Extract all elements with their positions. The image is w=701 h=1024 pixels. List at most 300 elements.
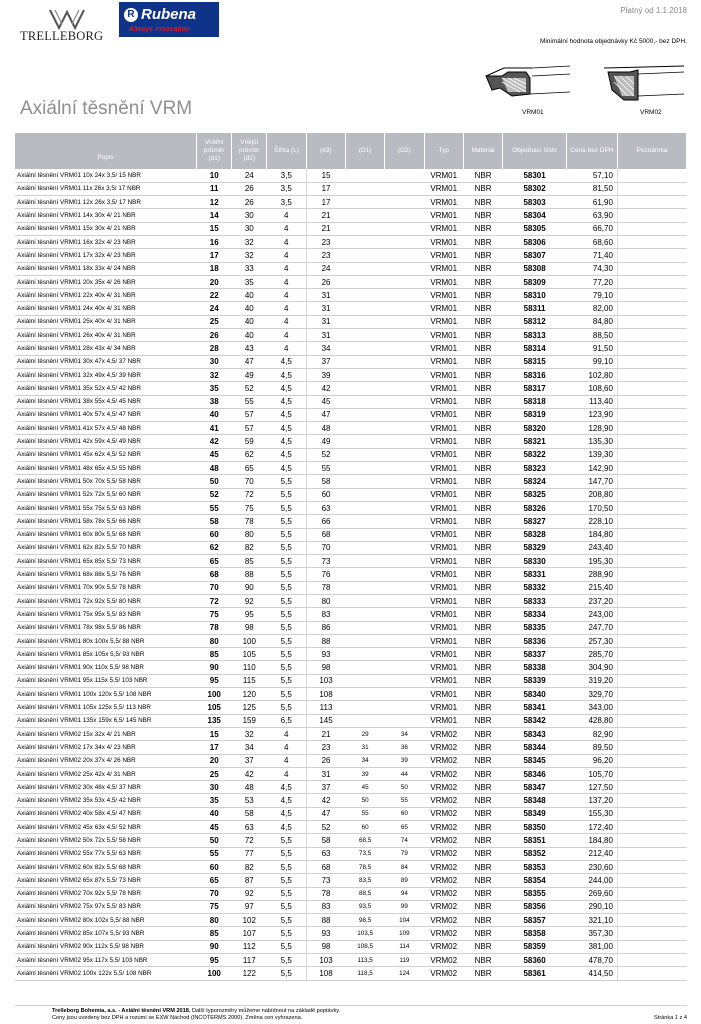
d1-cell: 60 (197, 860, 232, 873)
big-d1-cell: 31 (345, 741, 384, 754)
note-cell (617, 954, 686, 967)
big-d2-cell: 99 (385, 900, 424, 913)
d1-cell: 20 (197, 754, 232, 767)
d2-cell: 63 (232, 821, 267, 834)
big-d1-cell: 108,5 (345, 940, 384, 953)
order-no-cell: 58346 (503, 767, 567, 780)
col-header-material: Materiál (463, 133, 502, 169)
material-cell: NBR (463, 382, 502, 395)
d2-cell: 82 (232, 860, 267, 873)
d1-cell: 75 (197, 608, 232, 621)
d3-cell: 86 (306, 621, 345, 634)
table-row (15, 781, 687, 794)
desc-cell: Axiální těsnění VRM01 52x 72x 5,5/ 60 NBR (15, 488, 197, 501)
note-cell (617, 927, 686, 940)
width-cell: 5,5 (267, 874, 306, 887)
d3-cell: 108 (306, 967, 345, 980)
note-cell (617, 462, 686, 475)
desc-cell: Axiální těsnění VRM01 85x 105x 5,5/ 93 NBR (15, 648, 197, 661)
type-cell: VRM02 (424, 741, 463, 754)
profile-label-vrm02: VRM02 (640, 109, 662, 116)
big-d2-cell (385, 368, 424, 381)
note-cell (617, 688, 686, 701)
table-row (15, 382, 687, 395)
table-row (15, 967, 687, 980)
desc-cell: Axiální těsnění VRM01 25x 40x 4/ 31 NBR (15, 315, 197, 328)
price-cell: 304,90 (566, 661, 617, 674)
desc-cell: Axiální těsnění VRM01 20x 35x 4/ 26 NBR (15, 275, 197, 288)
big-d2-cell (385, 462, 424, 475)
big-d2-cell (385, 289, 424, 302)
width-cell: 4 (267, 342, 306, 355)
big-d2-cell: 34 (385, 727, 424, 740)
table-row (15, 847, 687, 860)
price-cell: 244,00 (566, 874, 617, 887)
footer-line2: Ceny jsou uvedeny bez DPH a rozumí se EXW Náchod (INCOTERMS 2000). Změna cen vyhrazena. (52, 1015, 303, 1021)
big-d2-cell (385, 342, 424, 355)
material-cell: NBR (463, 315, 502, 328)
d2-cell: 75 (232, 501, 267, 514)
desc-cell: Axiální těsnění VRM01 26x 40x 4/ 31 NBR (15, 329, 197, 342)
d1-cell: 30 (197, 355, 232, 368)
table-row (15, 634, 687, 647)
order-no-cell: 58341 (503, 701, 567, 714)
table-row (15, 302, 687, 315)
big-d1-cell: 98,5 (345, 914, 384, 927)
price-cell: 89,50 (566, 741, 617, 754)
d3-cell: 26 (306, 275, 345, 288)
type-cell: VRM01 (424, 196, 463, 209)
material-cell: NBR (463, 555, 502, 568)
type-cell: VRM01 (424, 462, 463, 475)
d2-cell: 70 (232, 475, 267, 488)
d1-cell: 58 (197, 515, 232, 528)
vrm01-profile-drawing (482, 60, 574, 108)
d2-cell: 82 (232, 541, 267, 554)
big-d1-cell: 88,5 (345, 887, 384, 900)
desc-cell: Axiální těsnění VRM01 100x 120x 5,5/ 108 NBR (15, 688, 197, 701)
desc-cell: Axiální těsnění VRM02 30x 48x 4,5/ 37 NBR (15, 781, 197, 794)
note-cell (617, 781, 686, 794)
price-cell: 478,70 (566, 954, 617, 967)
material-cell: NBR (463, 528, 502, 541)
d1-cell: 35 (197, 794, 232, 807)
price-cell: 357,30 (566, 927, 617, 940)
width-cell: 5,5 (267, 940, 306, 953)
d2-cell: 80 (232, 528, 267, 541)
price-cell: 195,30 (566, 555, 617, 568)
big-d1-cell: 68,5 (345, 834, 384, 847)
width-cell: 5,5 (267, 661, 306, 674)
col-header-note: Poznámka (617, 133, 686, 169)
big-d1-cell: 29 (345, 727, 384, 740)
order-no-cell: 58328 (503, 528, 567, 541)
order-no-cell: 58303 (503, 196, 567, 209)
type-cell: VRM01 (424, 235, 463, 248)
big-d2-cell (385, 515, 424, 528)
d3-cell: 88 (306, 634, 345, 647)
d1-cell: 30 (197, 781, 232, 794)
type-cell: VRM01 (424, 289, 463, 302)
d2-cell: 32 (232, 727, 267, 740)
big-d2-cell: 44 (385, 767, 424, 780)
big-d1-cell (345, 488, 384, 501)
table-row (15, 581, 687, 594)
material-cell: NBR (463, 249, 502, 262)
d3-cell: 42 (306, 794, 345, 807)
d3-cell: 24 (306, 262, 345, 275)
big-d2-cell: 114 (385, 940, 424, 953)
material-cell: NBR (463, 608, 502, 621)
order-no-cell: 58319 (503, 408, 567, 421)
note-cell (617, 940, 686, 953)
desc-cell: Axiální těsnění VRM01 72x 92x 5,5/ 80 NBR (15, 595, 197, 608)
big-d1-cell (345, 275, 384, 288)
note-cell (617, 541, 686, 554)
order-no-cell: 58335 (503, 621, 567, 634)
big-d2-cell (385, 435, 424, 448)
table-row (15, 727, 687, 740)
table-row (15, 462, 687, 475)
d3-cell: 21 (306, 222, 345, 235)
material-cell: NBR (463, 475, 502, 488)
type-cell: VRM01 (424, 488, 463, 501)
desc-cell: Axiální těsnění VRM02 40x 58x 4,5/ 47 NBR (15, 807, 197, 820)
d3-cell: 31 (306, 315, 345, 328)
d2-cell: 92 (232, 887, 267, 900)
big-d1-cell (345, 235, 384, 248)
desc-cell: Axiální těsnění VRM02 15x 32x 4/ 21 NBR (15, 727, 197, 740)
note-cell (617, 262, 686, 275)
type-cell: VRM02 (424, 807, 463, 820)
order-no-cell: 58329 (503, 541, 567, 554)
d3-cell: 58 (306, 834, 345, 847)
big-d1-cell (345, 302, 384, 315)
big-d2-cell (385, 235, 424, 248)
table-row (15, 914, 687, 927)
d3-cell: 58 (306, 475, 345, 488)
note-cell (617, 435, 686, 448)
width-cell: 4 (267, 275, 306, 288)
width-cell: 4 (267, 249, 306, 262)
price-cell: 77,20 (566, 275, 617, 288)
price-cell: 57,10 (566, 169, 617, 182)
price-cell: 66,70 (566, 222, 617, 235)
big-d1-cell: 93,5 (345, 900, 384, 913)
material-cell: NBR (463, 741, 502, 754)
footer-line1: Další typorozměry můžeme nabídnout na základě poptávky. (190, 1008, 341, 1014)
d2-cell: 47 (232, 355, 267, 368)
d3-cell: 52 (306, 448, 345, 461)
d1-cell: 16 (197, 235, 232, 248)
note-cell (617, 634, 686, 647)
note-cell (617, 714, 686, 727)
material-cell: NBR (463, 954, 502, 967)
type-cell: VRM01 (424, 674, 463, 687)
desc-cell: Axiální těsnění VRM01 80x 100x 5,5/ 88 NBR (15, 634, 197, 647)
material-cell: NBR (463, 448, 502, 461)
d1-cell: 75 (197, 900, 232, 913)
d2-cell: 57 (232, 422, 267, 435)
seal-profiles (482, 60, 692, 120)
order-no-cell: 58338 (503, 661, 567, 674)
d3-cell: 63 (306, 501, 345, 514)
d1-cell: 40 (197, 807, 232, 820)
table-row (15, 475, 687, 488)
width-cell: 4 (267, 289, 306, 302)
price-cell: 184,80 (566, 834, 617, 847)
width-cell: 5,5 (267, 608, 306, 621)
d3-cell: 15 (306, 169, 345, 182)
d3-cell: 21 (306, 209, 345, 222)
big-d1-cell (345, 249, 384, 262)
width-cell: 4 (267, 235, 306, 248)
big-d2-cell (385, 555, 424, 568)
big-d2-cell (385, 169, 424, 182)
material-cell: NBR (463, 821, 502, 834)
price-cell: 88,50 (566, 329, 617, 342)
d1-cell: 90 (197, 940, 232, 953)
note-cell (617, 448, 686, 461)
d1-cell: 41 (197, 422, 232, 435)
price-cell: 63,90 (566, 209, 617, 222)
table-row (15, 541, 687, 554)
big-d2-cell: 39 (385, 754, 424, 767)
d1-cell: 70 (197, 887, 232, 900)
d1-cell: 38 (197, 395, 232, 408)
price-cell: 170,50 (566, 501, 617, 514)
material-cell: NBR (463, 262, 502, 275)
order-no-cell: 58342 (503, 714, 567, 727)
d1-cell: 15 (197, 222, 232, 235)
d3-cell: 76 (306, 568, 345, 581)
type-cell: VRM02 (424, 940, 463, 953)
d1-cell: 40 (197, 408, 232, 421)
big-d1-cell (345, 289, 384, 302)
width-cell: 4,5 (267, 781, 306, 794)
desc-cell: Axiální těsnění VRM02 95x 117x 5,5/ 103 NBR (15, 954, 197, 967)
big-d1-cell: 103,5 (345, 927, 384, 940)
material-cell: NBR (463, 329, 502, 342)
big-d2-cell (385, 262, 424, 275)
material-cell: NBR (463, 488, 502, 501)
width-cell: 5,5 (267, 847, 306, 860)
price-cell: 228,10 (566, 515, 617, 528)
order-no-cell: 58317 (503, 382, 567, 395)
d2-cell: 85 (232, 555, 267, 568)
price-cell: 269,60 (566, 887, 617, 900)
order-no-cell: 58359 (503, 940, 567, 953)
big-d1-cell (345, 581, 384, 594)
order-no-cell: 58352 (503, 847, 567, 860)
desc-cell: Axiální těsnění VRM01 41x 57x 4,5/ 48 NBR (15, 422, 197, 435)
note-cell (617, 900, 686, 913)
big-d2-cell (385, 501, 424, 514)
d3-cell: 68 (306, 860, 345, 873)
desc-cell: Axiální těsnění VRM01 12x 26x 3,5/ 17 NBR (15, 196, 197, 209)
big-d2-cell (385, 355, 424, 368)
order-no-cell: 58301 (503, 169, 567, 182)
d1-cell: 50 (197, 475, 232, 488)
price-cell: 243,00 (566, 608, 617, 621)
big-d1-cell (345, 196, 384, 209)
big-d1-cell (345, 501, 384, 514)
note-cell (617, 661, 686, 674)
d2-cell: 49 (232, 368, 267, 381)
type-cell: VRM01 (424, 262, 463, 275)
d1-cell: 90 (197, 661, 232, 674)
d1-cell: 95 (197, 674, 232, 687)
note-cell (617, 967, 686, 980)
d1-cell: 17 (197, 249, 232, 262)
desc-cell: Axiální těsnění VRM01 50x 70x 5,5/ 58 NBR (15, 475, 197, 488)
note-cell (617, 874, 686, 887)
order-no-cell: 58361 (503, 967, 567, 980)
d3-cell: 55 (306, 462, 345, 475)
table-row (15, 927, 687, 940)
table-row (15, 767, 687, 780)
big-d1-cell (345, 448, 384, 461)
desc-cell: Axiální těsnění VRM01 16x 32x 4/ 23 NBR (15, 235, 197, 248)
desc-cell: Axiální těsnění VRM01 90x 110x 5,5/ 98 NBR (15, 661, 197, 674)
width-cell: 4 (267, 302, 306, 315)
d3-cell: 145 (306, 714, 345, 727)
type-cell: VRM02 (424, 767, 463, 780)
d3-cell: 17 (306, 182, 345, 195)
order-no-cell: 58322 (503, 448, 567, 461)
d2-cell: 72 (232, 488, 267, 501)
d2-cell: 33 (232, 262, 267, 275)
d2-cell: 98 (232, 621, 267, 634)
desc-cell: Axiální těsnění VRM01 70x 90x 5,5/ 78 NBR (15, 581, 197, 594)
col-header-order-no: Objednací číslo (503, 133, 567, 169)
table-row (15, 528, 687, 541)
d2-cell: 58 (232, 807, 267, 820)
order-no-cell: 58324 (503, 475, 567, 488)
d2-cell: 88 (232, 568, 267, 581)
d1-cell: 42 (197, 435, 232, 448)
table-row (15, 395, 687, 408)
width-cell: 3,5 (267, 182, 306, 195)
desc-cell: Axiální těsnění VRM01 45x 62x 4,5/ 52 NBR (15, 448, 197, 461)
width-cell: 5,5 (267, 834, 306, 847)
d3-cell: 83 (306, 900, 345, 913)
big-d1-cell (345, 342, 384, 355)
type-cell: VRM01 (424, 608, 463, 621)
big-d1-cell: 73,5 (345, 847, 384, 860)
big-d2-cell (385, 568, 424, 581)
material-cell: NBR (463, 501, 502, 514)
table-row (15, 342, 687, 355)
rubena-mark-icon: R (124, 8, 138, 22)
width-cell: 5,5 (267, 674, 306, 687)
d3-cell: 23 (306, 249, 345, 262)
d2-cell: 105 (232, 648, 267, 661)
big-d1-cell: 60 (345, 821, 384, 834)
d3-cell: 39 (306, 368, 345, 381)
desc-cell: Axiální těsnění VRM01 48x 65x 4,5/ 55 NBR (15, 462, 197, 475)
price-cell: 212,40 (566, 847, 617, 860)
desc-cell: Axiální těsnění VRM01 78x 98x 5,5/ 86 NBR (15, 621, 197, 634)
desc-cell: Axiální těsnění VRM02 35x 53x 4,5/ 42 NBR (15, 794, 197, 807)
table-row (15, 329, 687, 342)
desc-cell: Axiální těsnění VRM01 17x 32x 4/ 23 NBR (15, 249, 197, 262)
material-cell: NBR (463, 222, 502, 235)
type-cell: VRM01 (424, 222, 463, 235)
note-cell (617, 807, 686, 820)
big-d2-cell (385, 196, 424, 209)
rubena-wordmark: Rubena (141, 6, 197, 23)
d1-cell: 55 (197, 847, 232, 860)
material-cell: NBR (463, 754, 502, 767)
d2-cell: 95 (232, 608, 267, 621)
price-cell: 108,60 (566, 382, 617, 395)
material-cell: NBR (463, 515, 502, 528)
table-row (15, 688, 687, 701)
width-cell: 4 (267, 741, 306, 754)
type-cell: VRM02 (424, 834, 463, 847)
desc-cell: Axiální těsnění VRM02 25x 42x 4/ 31 NBR (15, 767, 197, 780)
type-cell: VRM01 (424, 661, 463, 674)
trelleborg-logo (20, 8, 116, 42)
d2-cell: 34 (232, 741, 267, 754)
order-no-cell: 58320 (503, 422, 567, 435)
big-d1-cell (345, 568, 384, 581)
big-d1-cell (345, 329, 384, 342)
desc-cell: Axiální těsnění VRM01 15x 30x 4/ 21 NBR (15, 222, 197, 235)
price-cell: 381,00 (566, 940, 617, 953)
order-no-cell: 58348 (503, 794, 567, 807)
price-cell: 79,10 (566, 289, 617, 302)
width-cell: 4,5 (267, 368, 306, 381)
note-cell (617, 621, 686, 634)
table-row (15, 435, 687, 448)
big-d1-cell (345, 315, 384, 328)
order-no-cell: 58357 (503, 914, 567, 927)
page-number: Stránka 1 z 4 (654, 1015, 687, 1021)
d3-cell: 21 (306, 727, 345, 740)
big-d2-cell (385, 648, 424, 661)
profile-label-vrm01: VRM01 (522, 109, 544, 116)
big-d2-cell (385, 714, 424, 727)
d1-cell: 45 (197, 448, 232, 461)
width-cell: 4,5 (267, 807, 306, 820)
price-cell: 81,50 (566, 182, 617, 195)
type-cell: VRM01 (424, 475, 463, 488)
desc-cell: Axiální těsnění VRM01 18x 33x 4/ 24 NBR (15, 262, 197, 275)
type-cell: VRM02 (424, 821, 463, 834)
d2-cell: 42 (232, 767, 267, 780)
d1-cell: 80 (197, 914, 232, 927)
d1-cell: 17 (197, 741, 232, 754)
note-cell (617, 355, 686, 368)
table-row (15, 289, 687, 302)
d1-cell: 45 (197, 821, 232, 834)
col-header-d3: (d3) (306, 133, 345, 169)
footer-note (52, 1008, 340, 1022)
material-cell: NBR (463, 182, 502, 195)
note-cell (617, 501, 686, 514)
big-d1-cell (345, 541, 384, 554)
d2-cell: 90 (232, 581, 267, 594)
type-cell: VRM02 (424, 887, 463, 900)
type-cell: VRM01 (424, 648, 463, 661)
type-cell: VRM02 (424, 727, 463, 740)
d1-cell: 70 (197, 581, 232, 594)
price-cell: 428,80 (566, 714, 617, 727)
d3-cell: 108 (306, 688, 345, 701)
big-d2-cell: 60 (385, 807, 424, 820)
